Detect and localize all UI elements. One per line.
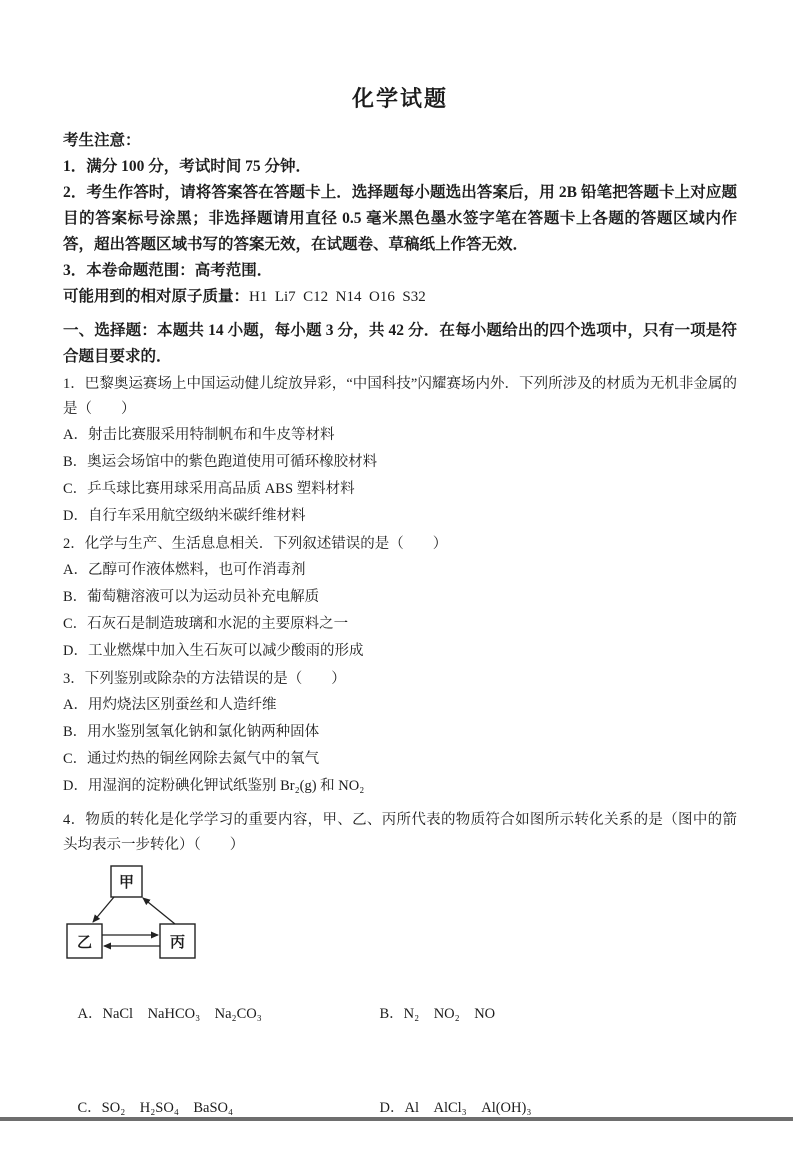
question-4-options-row-2 — [63, 1068, 737, 1149]
question-1-option-a: A．射击比赛服采用特制帆布和牛皮等材料 — [63, 427, 335, 443]
question-3-stem: 3．下列鉴别或除杂的方法错误的是（ ） — [63, 671, 346, 687]
svg-text:乙: 乙 — [76, 935, 93, 951]
page-bottom-border — [0, 1117, 793, 1121]
svg-text:丙: 丙 — [169, 935, 186, 951]
diagram-node-bing — [160, 924, 195, 958]
arrow-bing-to-jia — [143, 898, 175, 924]
question-2-option-a: A．乙醇可作液体燃料，也可作消毒剂 — [63, 562, 306, 578]
question-1-stem: 1．巴黎奥运赛场上中国运动健儿绽放异彩，“中国科技”闪耀赛场内外．下列所涉及的材质为无机非金属的是（ ） — [63, 376, 737, 417]
conversion-diagram-svg — [63, 862, 233, 966]
diagram-node-jia — [111, 866, 142, 897]
atomic-mass-line — [63, 284, 737, 310]
question-4-option-b: B．N₂ NO₂ NO — [379, 1006, 496, 1022]
notice-item-2: 2．考生作答时，请将答案答在答题卡上．选择题每小题选出答案后，用 2B 铅笔把答题卡上对应题目的答案标号涂黑；非选择题请用直径 0.5 毫米黑色墨水签字笔在答题卡上各题的答题区域内作答，超出答题区域书写的答案无效，在试题卷、草稿纸上作答无效． — [63, 184, 737, 253]
question-1-option-c: C．乒乓球比赛用球采用高品质 ABS 塑料材料 — [63, 481, 355, 497]
question-3-option-b: B．用水鉴别氢氧化钠和氯化钠两种固体 — [63, 724, 320, 740]
question-4-option-c: C．SO₂ H₂SO₄ BaSO₄ — [77, 1100, 234, 1116]
question-3-option-a: A．用灼烧法区别蚕丝和人造纤维 — [63, 697, 277, 713]
notice-item-1: 1．满分 100 分，考试时间 75 分钟． — [63, 158, 312, 175]
question-1-option-d: D．自行车采用航空级纳米碳纤维材料 — [63, 508, 306, 524]
notice-item-3: 3．本卷命题范围：高考范围． — [63, 262, 273, 279]
svg-text:甲: 甲 — [118, 875, 135, 891]
page-title: 化学试题 — [351, 86, 448, 111]
notice-heading: 考生注意： — [63, 132, 141, 149]
question-2-option-c: C．石灰石是制造玻璃和水泥的主要原料之一 — [63, 616, 349, 632]
question-2-option-b: B．葡萄糖溶液可以为运动员补充电解质 — [63, 589, 320, 605]
arrow-jia-to-yi — [93, 897, 114, 922]
question-4-options-row-1 — [63, 974, 737, 1055]
question-1-option-b: B．奥运会场馆中的紫色跑道使用可循环橡胶材料 — [63, 454, 378, 470]
question-4-option-d: D．Al AlCl₃ Al(OH)₃ — [379, 1100, 532, 1116]
section-heading: 一、选择题：本题共 14 小题，每小题 3 分，共 42 分．在每小题给出的四个选项中，只有一项是符合题目要求的． — [63, 322, 737, 365]
question-4-stem: 4．物质的转化是化学学习的重要内容，甲、乙、丙所代表的物质符合如图所示转化关系的是（图中的箭头均表示一步转化）（ ） — [63, 812, 737, 853]
question-3-option-d: D．用湿润的淀粉碘化钾试纸鉴别 Br₂(g) 和 NO₂ — [63, 778, 365, 794]
question-2-option-d: D．工业燃煤中加入生石灰可以减少酸雨的形成 — [63, 643, 364, 659]
question-2-stem: 2．化学与生产、生活息息相关．下列叙述错误的是（ ） — [63, 536, 448, 552]
conversion-diagram — [63, 862, 737, 966]
question-3-option-c: C．通过灼热的铜丝网除去氮气中的氧气 — [63, 751, 320, 767]
diagram-node-yi — [67, 924, 102, 958]
atomic-mass-values: H1 Li7 C12 N14 O16 S32 — [249, 289, 426, 305]
atomic-mass-label: 可能用到的相对原子质量： — [63, 288, 250, 305]
question-4-option-a: A．NaCl NaHCO₃ Na₂CO₃ — [77, 1006, 262, 1022]
